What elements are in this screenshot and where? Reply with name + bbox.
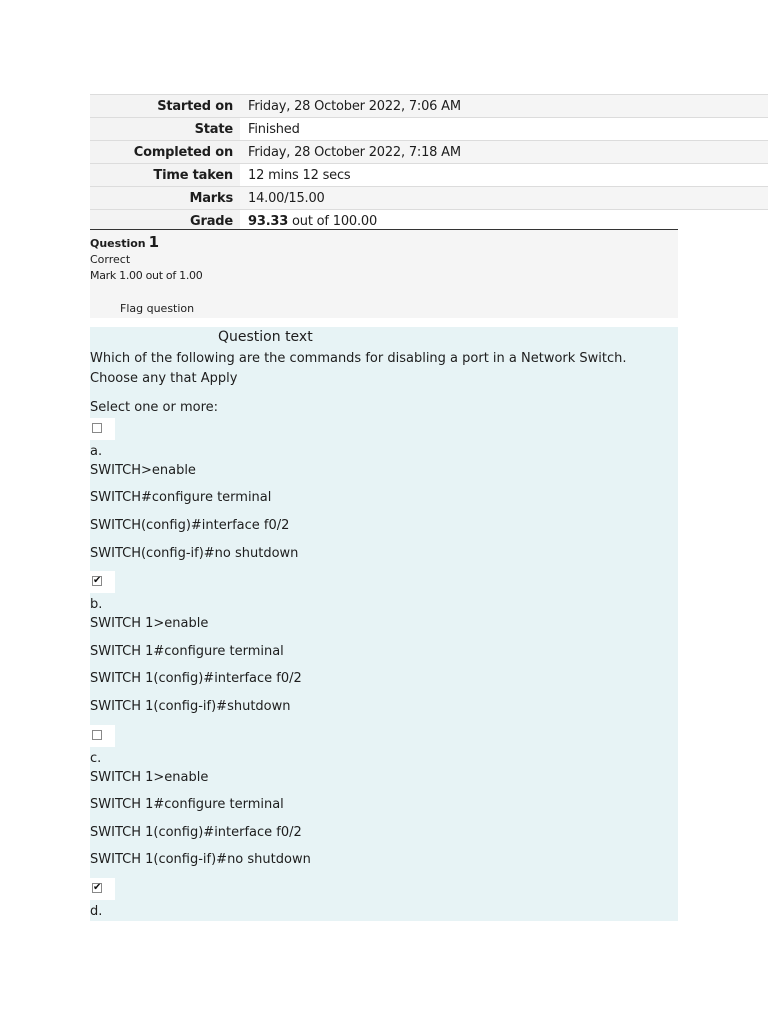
option-line: SWITCH 1(config)#interface f0/2 — [90, 671, 302, 686]
option-c-checkbox-cell — [90, 725, 115, 747]
question-text: Which of the following are the commands for disabling a port in a Network Switch. Choose any that Apply — [90, 351, 627, 386]
summary-row-completed — [90, 141, 768, 164]
option-line: SWITCH 1(config)#interface f0/2 — [90, 825, 302, 840]
option-line: SWITCH>enable — [90, 463, 196, 478]
summary-row-time-taken — [90, 164, 768, 187]
option-d-checkbox-cell — [90, 878, 115, 900]
summary-label: Grade — [90, 210, 240, 233]
summary-value: 12 mins 12 secs — [240, 164, 768, 187]
summary-value: 14.00/15.00 — [240, 187, 768, 210]
question-text-heading: Question text — [218, 329, 313, 345]
option-line: SWITCH 1#configure terminal — [90, 797, 284, 812]
attempt-summary-table — [90, 94, 768, 232]
option-b-checkbox-cell — [90, 571, 115, 593]
summary-label: Completed on — [90, 141, 240, 164]
summary-row-started — [90, 95, 768, 118]
select-prompt: Select one or more: — [90, 400, 219, 415]
summary-label: Marks — [90, 187, 240, 210]
option-line: SWITCH#configure terminal — [90, 490, 272, 505]
option-a-checkbox[interactable] — [92, 423, 102, 433]
question-info-panel — [90, 230, 678, 318]
summary-row-marks — [90, 187, 768, 210]
summary-value: Friday, 28 October 2022, 7:18 AM — [240, 141, 768, 164]
question-state: Correct — [90, 253, 131, 266]
summary-label: Started on — [90, 95, 240, 118]
summary-value: Finished — [240, 118, 768, 141]
option-b-letter: b. — [90, 597, 103, 612]
option-line: SWITCH 1#configure terminal — [90, 644, 284, 659]
option-a-letter: a. — [90, 444, 103, 459]
grade-out-of: out of 100.00 — [288, 213, 378, 229]
option-d-letter: d. — [90, 904, 103, 919]
question-content-panel — [90, 327, 678, 921]
question-grade: Mark 1.00 out of 1.00 — [90, 269, 203, 282]
grade-score: 93.33 — [248, 213, 289, 229]
option-c-letter: c. — [90, 751, 102, 766]
option-line: SWITCH 1>enable — [90, 770, 209, 785]
option-c-checkbox[interactable] — [92, 730, 102, 740]
option-line: SWITCH(config)#interface f0/2 — [90, 518, 290, 533]
summary-value: Friday, 28 October 2022, 7:06 AM — [240, 95, 768, 118]
option-line: SWITCH 1(config-if)#no shutdown — [90, 852, 311, 867]
option-a-checkbox-cell — [90, 418, 115, 440]
option-d-checkbox[interactable]: ✔ — [93, 882, 102, 893]
option-b-checkbox[interactable]: ✔ — [93, 575, 102, 586]
question-label: Question — [90, 237, 146, 250]
flag-question-link[interactable]: Flag question — [120, 302, 195, 315]
option-line: SWITCH(config-if)#no shutdown — [90, 546, 299, 561]
option-line: SWITCH 1(config-if)#shutdown — [90, 699, 291, 714]
summary-row-state — [90, 118, 768, 141]
question-number — [90, 233, 159, 251]
summary-label: State — [90, 118, 240, 141]
option-line: SWITCH 1>enable — [90, 616, 209, 631]
question-number-value: 1 — [148, 233, 160, 251]
summary-label: Time taken — [90, 164, 240, 187]
